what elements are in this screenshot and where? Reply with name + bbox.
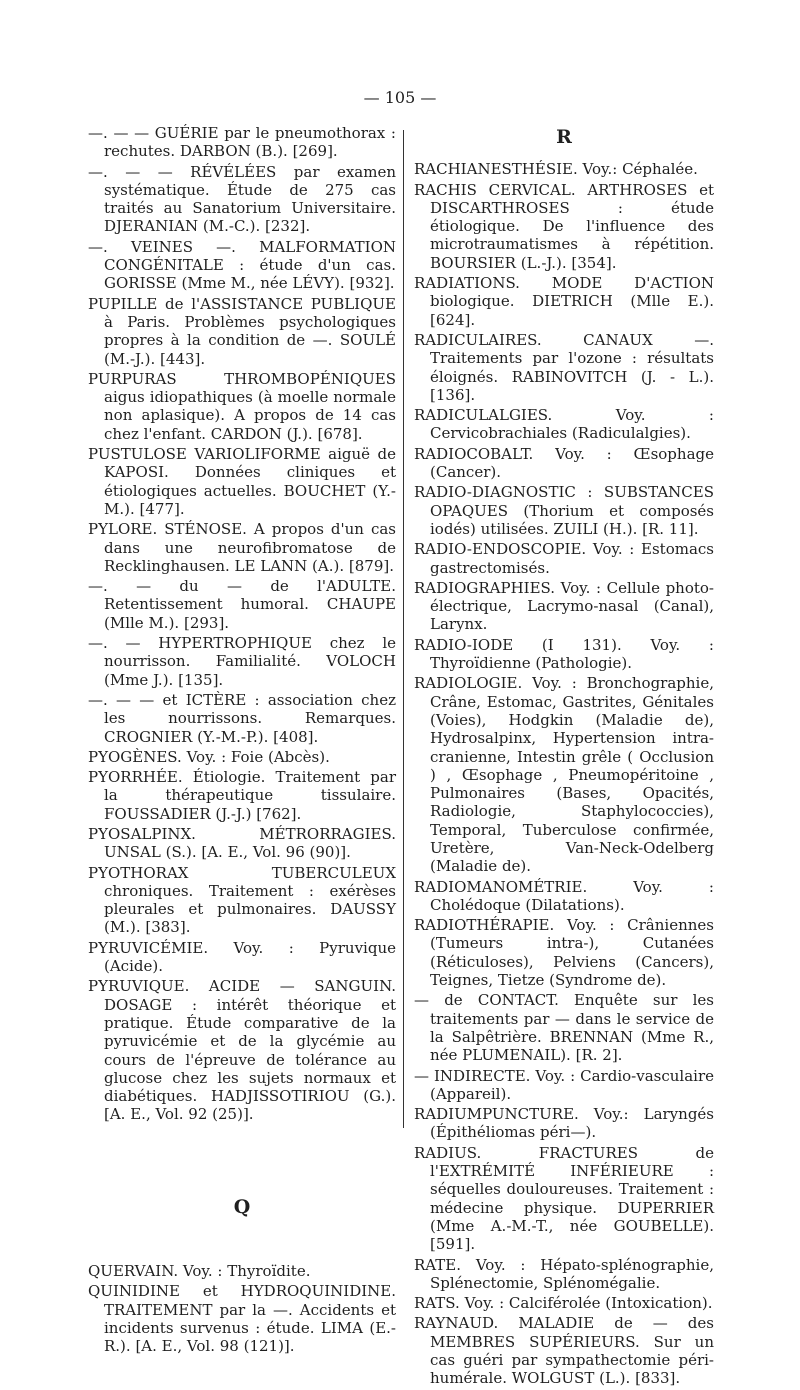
index-entry: PYORRHÉE. Étiologie. Traitement par la thérapeutique tissulaire. FOUSSADIER (J.-J.) [762]. bbox=[88, 768, 396, 823]
index-entry: RADIATIONS. MODE D'ACTION biologique. DIETRICH (Mlle E.). [624]. bbox=[414, 274, 714, 329]
right-entries bbox=[414, 160, 714, 1387]
index-entry: RADICULALGIES. Voy. : Cervicobrachiales (Radiculalgies). bbox=[414, 406, 714, 443]
index-entry: RADIO-IODE (I 131). Voy. : Thyroïdienne (Pathologie). bbox=[414, 635, 714, 673]
index-entry: — INDIRECTE. Voy. : Cardio-vasculaire (Appareil). bbox=[414, 1066, 714, 1103]
left-entries bbox=[88, 124, 396, 1124]
index-entry: RACHIS CERVICAL. ARTHROSES et DISCARTHROSES : étude étiologique. De l'influence des microtraumatismes à répétition. BOURSIER (L.-J.). [354]. bbox=[414, 180, 714, 272]
index-entry: PYOTHORAX TUBERCULEUX chroniques. Traitement : exérèses pleurales et pulmonaires. DAUSSY (M.). [383]. bbox=[88, 863, 396, 937]
index-entry: RADIUMPUNCTURE. Voy.: Laryngés (Épithéliomas péri—). bbox=[414, 1105, 714, 1142]
index-entry: RADIOGRAPHIES. Voy. : Cellule photo-électrique, Lacrymo-nasal (Canal), Larynx. bbox=[414, 578, 714, 634]
index-entry: PYRUVICÉMIE. Voy. : Pyruvique (Acide). bbox=[88, 938, 396, 976]
column-divider bbox=[403, 130, 404, 1128]
index-entry: RADIO-ENDOSCOPIE. Voy. : Estomacs gastrectomisés. bbox=[414, 540, 714, 577]
section-letter-q: Q bbox=[233, 1195, 251, 1218]
index-entry: PUSTULOSE VARIOLIFORME aiguë de KAPOSI. Données cliniques et étiologiques actuelles. BOUCHET (Y.-M.). [477]. bbox=[88, 445, 396, 518]
index-entry: PYLORE. STÉNOSE. A propos d'un cas dans une neurofibromatose de Recklinghausen. LE LANN (A.). [879]. bbox=[88, 520, 396, 575]
index-entry: RADIOTHÉRAPIE. Voy. : Crâniennes (Tumeurs intra-), Cutanées (Réticuloses), Pelviens (Cancers), Teignes, Tietze (Syndrome de). bbox=[414, 916, 714, 990]
index-entry: —. — du — de l'ADULTE. Retentissement humoral. CHAUPE (Mlle M.). [293]. bbox=[88, 577, 396, 632]
index-entry: —. — — et ICTÈRE : association chez les nourrissons. Remarques. CROGNIER (Y.-M.-P.). [408]. bbox=[88, 690, 396, 746]
q-entries bbox=[88, 1262, 396, 1355]
left-column bbox=[88, 124, 396, 1358]
index-entry: PYRUVIQUE. ACIDE — SANGUIN. DOSAGE : intérêt théorique et pratique. Étude comparative de la pyruvicémie et de la glycémie au cours de l'épreuve de tolérance au glucose chez les sujets normaux et diabétiques. HADJISSOTIRIOU (G.). [A. E., Vol. 92 (25)]. bbox=[88, 977, 396, 1124]
index-entry: —. VEINES —. MALFORMATION CONGÉNITALE : étude d'un cas. GORISSE (Mme M., née LÉVY). [932]. bbox=[88, 237, 396, 293]
page-number: — 105 — bbox=[363, 88, 437, 107]
index-entry: RACHIANESTHÉSIE. Voy.: Céphalée. bbox=[414, 160, 698, 179]
index-entry: —. — — RÉVÉLÉES par examen systématique. Étude de 275 cas traités au Sanatorium Universitaire. DJERANIAN (M.-C.). [232]. bbox=[88, 162, 396, 236]
index-entry: PYOSALPINX. MÉTRORRAGIES. UNSAL (S.). [A. E., Vol. 96 (90)]. bbox=[88, 824, 396, 862]
index-entry: RATE. Voy. : Hépato-splénographie, Splénectomie, Splénomégalie. bbox=[414, 1255, 714, 1292]
index-entry: RADIOCOBALT. Voy. : Œsophage (Cancer). bbox=[414, 444, 714, 482]
index-entry: QUERVAIN. Voy. : Thyroïdite. bbox=[88, 1262, 311, 1281]
index-entry: —. — — GUÉRIE par le pneumothorax : rechutes. DARBON (B.). [269]. bbox=[88, 124, 396, 161]
index-entry: QUINIDINE et HYDROQUINIDINE. TRAITEMENT par la —. Accidents et incidents survenus : étude. LIMA (E.-R.). [A. E., Vol. 98 (121)]. bbox=[88, 1282, 396, 1356]
index-entry: PUPILLE de l'ASSISTANCE PUBLIQUE à Paris. Problèmes psychologiques propres à la condition de —. SOULÉ (M.-J.). [443]. bbox=[88, 294, 396, 368]
section-letter-r: R bbox=[556, 126, 572, 148]
index-entry: RATS. Voy. : Calciférolée (Intoxication). bbox=[414, 1294, 713, 1313]
index-entry: — de CONTACT. Enquête sur les traitements par — dans le service de la Salpêtrière. BRENNAN (Mme R., née PLUMENAIL). [R. 2]. bbox=[414, 991, 714, 1065]
index-entry: RADIOMANOMÉTRIE. Voy. : Cholédoque (Dilatations). bbox=[414, 877, 714, 914]
right-column bbox=[414, 128, 714, 1390]
index-entry: RAYNAUD. MALADIE de — des MEMBRES SUPÉRIEURS. Sur un cas guéri par sympathectomie péri-humérale. WOLGUST (L.). [833]. bbox=[414, 1314, 714, 1388]
index-entry: RADIUS. FRACTURES de l'EXTRÉMITÉ INFÉRIEURE : séquelles douloureuses. Traitement : médecine physique. DUPERRIER (Mme A.-M.-T., née GOUBELLE). [591]. bbox=[414, 1143, 714, 1254]
index-entry: —. — HYPERTROPHIQUE chez le nourrisson. Familialité. VOLOCH (Mme J.). [135]. bbox=[88, 634, 396, 689]
index-entry: RADICULAIRES. CANAUX —. Traitements par l'ozone : résultats éloignés. RABINOVITCH (J. - L.). [136]. bbox=[414, 330, 714, 404]
index-entry: PYOGÈNES. Voy. : Foie (Abcès). bbox=[88, 747, 330, 766]
index-entry: PURPURAS THROMBOPÉNIQUES aigus idiopathiques (à moelle normale non aplasique). A propos de 14 cas chez l'enfant. CARDON (J.). [678]. bbox=[88, 369, 396, 443]
index-entry: RADIO-DIAGNOSTIC : SUBSTANCES OPAQUES (Thorium et composés iodés) utilisées. ZUILI (H.). [R. 11]. bbox=[414, 483, 714, 538]
index-entry: RADIOLOGIE. Voy. : Bronchographie, Crâne, Estomac, Gastrites, Génitales (Voies), Hodgkin (Maladie de), Hydrosalpinx, Hypertension intra-cranienne, Intestin grêle ( Occlusion ) , Œsophage , Pneumopéritoine , Pulmonaires (Bases, Opacités, Radiologie, Staphylococcies), Temporal, Tuberculose confirmée, Uretère, Van-Neck-Odelberg (Maladie de). bbox=[414, 674, 714, 876]
